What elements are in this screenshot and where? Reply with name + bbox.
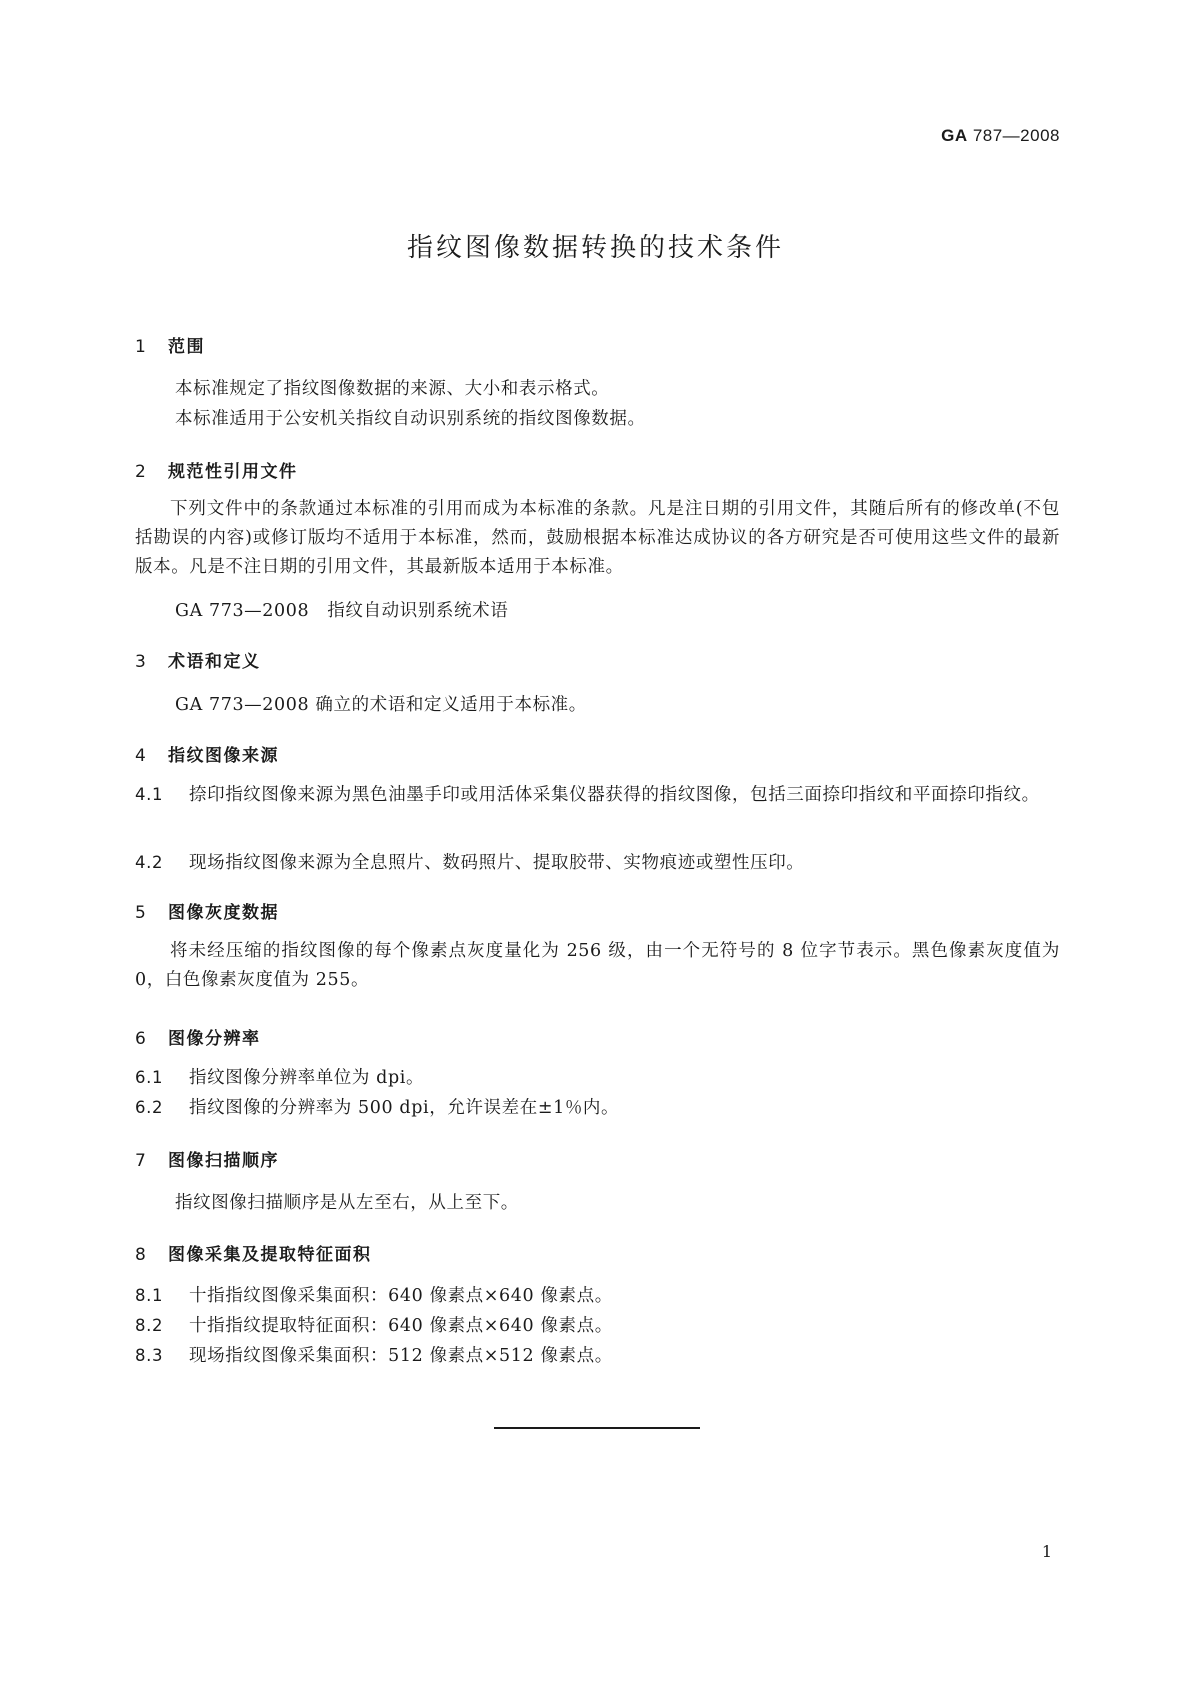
clause-8-1 <box>135 1281 1060 1311</box>
end-of-document-rule <box>494 1427 700 1429</box>
section-2-number: 2 <box>135 462 148 482</box>
section-5-heading <box>135 898 279 923</box>
section-3-number: 3 <box>135 652 148 672</box>
section-2-title: 规范性引用文件 <box>168 462 298 482</box>
clause-8-3-number: 8.3 <box>135 1346 164 1365</box>
section-7-line: 指纹图像扫描顺序是从左至右，从上至下。 <box>175 1193 519 1213</box>
clause-8-3 <box>135 1341 1060 1371</box>
section-8-number: 8 <box>135 1245 148 1265</box>
section-5-paragraph: 将未经压缩的指纹图像的每个像素点灰度量化为 256 级，由一个无符号的 8 位字节表示。黑色像素灰度值为 0，白色像素灰度值为 255。 <box>135 941 1060 990</box>
document-code-prefix: GA <box>941 126 968 145</box>
section-1-line-2: 本标准适用于公安机关指纹自动识别系统的指纹图像数据。 <box>175 409 646 429</box>
section-6-title: 图像分辨率 <box>168 1029 261 1049</box>
section-5-number: 5 <box>135 903 148 923</box>
section-1-heading <box>135 332 205 357</box>
section-6-number: 6 <box>135 1029 148 1049</box>
clause-8-1-text: 十指指纹图像采集面积：640 像素点×640 像素点。 <box>189 1286 613 1306</box>
clause-8-2-number: 8.2 <box>135 1316 164 1335</box>
section-2-reference: GA 773—2008 指纹自动识别系统术语 <box>175 601 509 621</box>
clause-6-1-text: 指纹图像分辨率单位为 dpi。 <box>189 1068 425 1088</box>
clause-4-2-number: 4.2 <box>135 853 164 872</box>
document-title: 指纹图像数据转换的技术条件 <box>406 233 784 263</box>
clause-4-1 <box>135 780 1060 810</box>
clause-4-2 <box>135 848 1060 878</box>
section-6-heading <box>135 1024 261 1049</box>
section-7-heading <box>135 1146 279 1171</box>
clause-8-2-text: 十指指纹提取特征面积：640 像素点×640 像素点。 <box>189 1316 613 1336</box>
clause-8-3-text: 现场指纹图像采集面积：512 像素点×512 像素点。 <box>189 1346 613 1366</box>
section-3-heading <box>135 647 261 672</box>
clause-6-2 <box>135 1093 1060 1123</box>
section-1-title: 范围 <box>168 337 205 357</box>
section-1-line-1: 本标准规定了指纹图像数据的来源、大小和表示格式。 <box>175 379 610 399</box>
section-1-number: 1 <box>135 337 148 357</box>
clause-8-2 <box>135 1311 1060 1341</box>
section-2-heading <box>135 457 298 482</box>
document-code-number: 787—2008 <box>967 126 1060 145</box>
section-4-heading <box>135 741 279 766</box>
document-code <box>941 126 1060 146</box>
page-number: 1 <box>1041 1542 1052 1561</box>
section-5-title: 图像灰度数据 <box>168 903 279 923</box>
clause-8-1-number: 8.1 <box>135 1286 164 1305</box>
section-4-title: 指纹图像来源 <box>168 746 279 766</box>
clause-4-2-text: 现场指纹图像来源为全息照片、数码照片、提取胶带、实物痕迹或塑性压印。 <box>189 853 805 873</box>
clause-4-1-number: 4.1 <box>135 785 164 804</box>
section-8-title: 图像采集及提取特征面积 <box>168 1245 372 1265</box>
clause-6-1-number: 6.1 <box>135 1068 164 1087</box>
clause-6-2-text: 指纹图像的分辨率为 500 dpi，允许误差在±1％内。 <box>189 1098 620 1118</box>
section-7-title: 图像扫描顺序 <box>168 1151 279 1171</box>
section-2-paragraph: 下列文件中的条款通过本标准的引用而成为本标准的条款。凡是注日期的引用文件，其随后所有的修改单(不包括勘误的内容)或修订版均不适用于本标准，然而，鼓励根据本标准达成协议的各方研究是否可使用这些文件的最新版本。凡是不注日期的引用文件，其最新版本适用于本标准。 <box>135 499 1060 577</box>
clause-4-1-text: 捺印指纹图像来源为黑色油墨手印或用活体采集仪器获得的指纹图像，包括三面捺印指纹和平面捺印指纹。 <box>189 785 1040 805</box>
section-3-line: GA 773—2008 确立的术语和定义适用于本标准。 <box>175 695 587 715</box>
section-3-title: 术语和定义 <box>168 652 261 672</box>
section-8-heading <box>135 1240 372 1265</box>
section-4-number: 4 <box>135 746 148 766</box>
clause-6-2-number: 6.2 <box>135 1098 164 1117</box>
clause-6-1 <box>135 1063 1060 1093</box>
section-7-number: 7 <box>135 1151 148 1171</box>
